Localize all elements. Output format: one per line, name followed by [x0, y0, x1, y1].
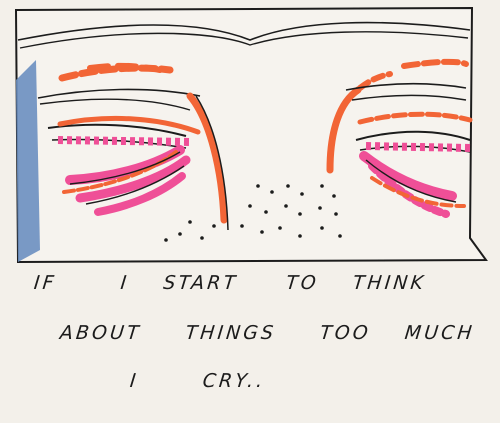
caption-line-2: [59, 322, 476, 344]
caption-word: IF: [32, 272, 58, 294]
caption-word: I: [119, 272, 131, 294]
caption-word: THINK: [351, 272, 428, 294]
caption-line-1: [33, 272, 427, 294]
caption-word: TO: [285, 272, 320, 294]
caption-word: TOO: [319, 322, 372, 344]
caption-word: THINGS: [184, 322, 278, 344]
caption-line-3: [129, 370, 267, 392]
caption-word: I: [128, 370, 140, 392]
caption-word: MUCH: [403, 322, 476, 344]
caption-word: START: [162, 272, 240, 294]
caption-word: ABOUT: [58, 322, 143, 344]
caption-word: CRY..: [201, 370, 267, 392]
